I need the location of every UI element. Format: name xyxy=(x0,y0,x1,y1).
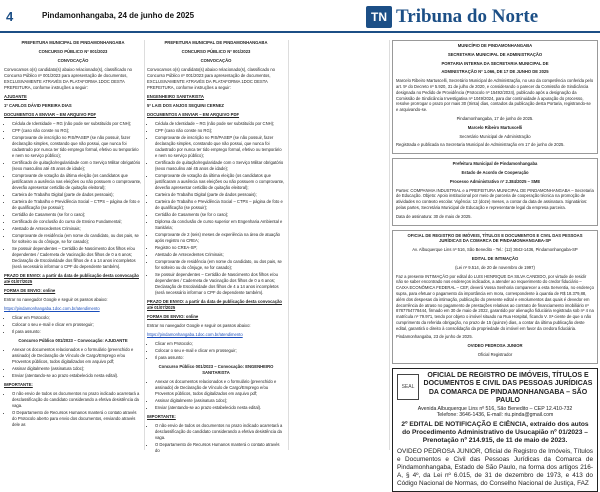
col2-important xyxy=(147,423,285,454)
list-item: • Registro no CREA-SP; xyxy=(155,245,285,251)
col1-link[interactable]: https://pindamonhangaba.1doc.com.br/atendimento xyxy=(4,306,100,311)
intim-title: OFICIAL DE REGISTRO DE IMÓVEIS, TÍTULOS E DOCUMENTOS E CIVIL DAS PESSOAS JURÍDICAS DA COMARCA DE PINDAMONHANGABA-SP xyxy=(407,232,583,244)
list-item: • Diploma da conclusão de curso superior em Engenharia Ambiental e Sanitária; xyxy=(155,219,285,231)
col2-steps2 xyxy=(147,379,285,411)
col1-form-heading: FORMA DE ENVIO: online xyxy=(4,288,56,293)
list-item: • Cédula de Identidade – RG (não pode ser substituído por CNH); xyxy=(12,121,142,127)
col1-title1: PREFEITURA MUNICIPAL DE PINDAMONHANGABA xyxy=(21,40,125,45)
col2-form-intro: Entrar no navegador Google e seguir os passos abaixo: xyxy=(147,323,251,328)
col1-important-heading: IMPORTANTE: xyxy=(4,382,33,387)
col1-important xyxy=(4,391,142,428)
list-item: • Comprovante de residência (em nome do candidato, ou dos pais, se for solteiro ou do cônjuge, se for casado); xyxy=(155,259,285,271)
col1-docs-heading: DOCUMENTOS A ENVIAR – EM ARQUIVO PDF xyxy=(4,112,97,117)
portaria-footer: Registrada e publicada na Secretaria Municipal de Administração em 17 de junho de 2025. xyxy=(396,142,565,148)
intim-sig-role: Oficial Registrador xyxy=(477,352,513,358)
notice-column-1 xyxy=(4,40,142,450)
logo-text: Tribuna do Norte xyxy=(396,6,539,27)
col1-intro: Convocamos o(s) candidato(s) abaixo relacionado(s), classificado no Concurso Público nº 001/2023 para apresentação de documentos, EXCLUSIVAMENTE ATRAVÉS DA PLATAFORMA 1DOC DESTA PREFEITURA, conforme instruções a seguir: xyxy=(4,67,133,90)
portaria-t2: SECRETARIA MUNICIPAL DE ADMINISTRAÇÃO xyxy=(447,51,543,57)
col2-docs-heading: DOCUMENTOS A ENVIAR – EM ARQUIVO PDF xyxy=(147,112,240,117)
list-item: • Carteira de Trabalho e Previdência Social – CTPS – página de foto e de qualificação (se possuir); xyxy=(12,199,142,211)
portaria-t3: PORTARIA INTERNA DA SECRETARIA MUNICIPAL DE xyxy=(441,60,549,66)
list-item: • CPF (caso não conste no RG); xyxy=(12,128,142,134)
col1-steps2 xyxy=(4,347,142,379)
list-item: • Se possuir dependentes – Certidão de Nascimento dos filhos e/ou dependentes / Caderneta de Vacinação dos filhos de 0 a 6 anos; Declaração de Escolaridade dos filhos de 4 a 14 anos incompletos (será necessário informar o CPF do dependente também). xyxy=(12,246,142,270)
portaria-body: Marcelo Ribeiro Martuscelli, Secretário Municipal de Administração, no uso da competência conferida pelo art. 5º do Decreto nº 5.920, 31 de julho de 2020, e considerando o parecer da Comissão de Sindicância designada no Pedido de Providência (Protocolo nº 15492/2024), publicado após a designação da Comissão de Sindicância Investigativa nº 1049/2024, para dar continuidade à apuração do processo, resolve prorrogar o prazo por mais 30 (trinta) dias, contados da publicação desta Portaria, registrando-se e arquivando-se. xyxy=(396,78,594,113)
list-item: • O Departamento de Recursos Humanos manterá o contato através do Protocolo aberto para envio dos documentos, enviando através dele as xyxy=(12,410,142,428)
col2-deadline: PRAZO DE ENVIO: a partir da data de publicação desta convocação até 01/07/2025 xyxy=(147,299,282,310)
intim-body: Faz a presente INTIMAÇÃO por edital do LUIS HENRIQUE DA SILVA CANDIDO, por virtude de residir não se saber encontrado nos endereços indicados, a atender ao requerimento do credor fiduciário – CAIXA ECONÔMICA FEDERAL – CEF, deverá Vossa Senhoria comparecer a esta Serventia, no endereço supra, para efetuar o pagamento da importância em mora, correspondente à quantia de R$ 18.379,88, além dos despesas da intimação, publicação do presente edital e emolumentos das quais é devedor em decorrência de atraso no pagamento de prestações relativas ao contrato de financiamento imobiliário nº 8787764778444, firmado em 30 de maio de 2022, garantido por alienação fiduciária registrada sob nº 4 na matrícula nº 79.971, tendo por objeto o imóvel situado na Rua Hospital, ficando V. Sª ciente de que o não cumprimento da referida obrigação, no prazo de 15 (quinze) dias, a contar da última publicação deste edital, garantirá o direito à consolidação da propriedade do imóvel em favor da credora fiduciária. xyxy=(396,273,594,331)
portaria-t1: MUNICÍPIO DE PINDAMONHANGABA xyxy=(457,43,533,48)
list-item: • Clicar em Protocolo; xyxy=(155,341,285,347)
column-divider xyxy=(389,40,390,450)
notary-addr1: Avenida Albuquerque Lins nº 516, São Benedito – CEP 12.410-732 xyxy=(417,405,573,412)
col1-deadline: PRAZO DE ENVIO: a partir da data de publicação desta convocação até 01/07/2025 xyxy=(4,273,139,284)
list-item: • Clicar em Protocolo; xyxy=(12,315,142,321)
notary-title: OFICIAL DE REGISTRO DE IMÓVEIS, TÍTULOS E DOCUMENTOS E CIVIL DAS PESSOAS JURÍDICAS DA COMARCA DE PINDAMONHANGABA – SÃO PAULO xyxy=(423,371,593,405)
list-item: • Assinar digitalmente (assinatura 1doc); xyxy=(155,398,285,404)
col2-intro: Convocamos o(s) candidato(s) abaixo relacionado(s), classificado no Concurso Público nº 001/2023 para apresentação de documentos, EXCLUSIVAMENTE ATRAVÉS DA PLATAFORMA 1DOC DESTA PREFEITURA, conforme instruções a seguir: xyxy=(147,67,276,90)
page-number: 4 xyxy=(6,9,14,24)
coop-t2: Estado de Acordo de Cooperação xyxy=(461,169,529,175)
col2-title1: PREFEITURA MUNICIPAL DE PINDAMONHANGABA xyxy=(164,40,268,45)
list-item: • Carteira de Trabalho Digital (parte de dados pessoais); xyxy=(155,192,285,198)
col1-title2: CONCURSO PÚBLICO Nº 001/2023 xyxy=(38,49,108,54)
list-item: • Se possuir dependentes – Certidão de Nascimento dos filhos e/ou dependentes / Caderneta de Vacinação dos filhos de 0 a 6 anos; Declaração de Escolaridade dos filhos de 4 a 14 anos incompletos (será necessário informar o CPF do dependente também). xyxy=(155,272,285,296)
portaria-sig-name: Marcelo Ribeiro Martuscelli xyxy=(467,124,523,130)
date-line: Pindamonhangaba, 24 de junho de 2025 xyxy=(42,11,195,20)
intim-sig-name: OVIDEO PEDROSA JUNIOR xyxy=(467,343,523,349)
notary-addr2: Telefone: 3646-1436, E-mail: riu.pinda@gmail.com xyxy=(436,411,554,418)
col1-candidate: 1º CARLOS DÁVID PEREIRA DIAS xyxy=(4,103,72,108)
list-item: • Il para assunto: xyxy=(12,329,142,335)
coop-t3: Processo Administrativo nº 2.384/2025 – SME xyxy=(449,178,541,184)
portaria-sig-role: Secretário Municipal de Administração xyxy=(459,133,531,139)
intim-edital: EDITAL DE INTIMAÇÃO xyxy=(471,255,519,261)
list-item: • O não envio de todos os documentos no prazo indicado acarretará a desclassificação do candidato considerando a efetiva desistência da vaga. xyxy=(12,391,142,409)
list-item: • Il para assunto: xyxy=(155,355,285,361)
col1-form-intro: Entrar no navegador Google e seguir os passos abaixo: xyxy=(4,297,108,302)
coop-date: Data de assinatura: 30 de maio de 2025. xyxy=(396,213,472,219)
col2-steps xyxy=(147,341,285,361)
list-item: • CPF (caso não conste no RG); xyxy=(155,128,285,134)
notary-protocol: 2º EDITAL DE NOTIFICAÇÃO E CIÊNCIA, extraído dos autos do Procedimento Administrativo de Usucapião nº 01/2023 – Prenotação nº 214.915, de 11 de maio de 2023. xyxy=(401,421,589,445)
col2-role: ENGENHEIRO SANITARISTA xyxy=(147,94,204,99)
list-item: • Certidão de Casamento (se for o caso); xyxy=(12,212,142,218)
intim-deadline: (Lei nº 9.514, de 20 de novembro de 1997) xyxy=(455,264,535,270)
intim-place: Pindamonhangaba, 23 de junho de 2025. xyxy=(396,334,473,340)
portaria-notice xyxy=(392,40,598,154)
notary-body: OVIDEO PEDROSA JUNIOR, Oficial de Registro de Imóveis, Títulos e Documentos e Civil das Pessoas Jurídicas da Comarca de Pindamonhangaba, Estado de São Paulo, na forma dos artigos 216-A, § 4º, da Lei nº 6.015, de 31 de dezembro de 1973, e 413 do Código Nacional de Normas, do Conselho Nacional de Justiça, FAZ xyxy=(397,448,593,488)
page-header xyxy=(0,0,600,34)
list-item: • O Departamento de Recursos Humanos manterá o contato através do xyxy=(155,442,285,454)
notary-seal-icon: SEAL xyxy=(397,374,419,400)
col1-title3: CONVOCAÇÃO xyxy=(57,58,89,63)
list-item: • Comprovante de inscrição no PIS/PASEP (se não possuir, fazer declaração simples, constando que não possui, que nunca foi cadastrado por nunca ter tido emprego formal, efetivo ou temporário e nem no serviço público); xyxy=(12,135,142,159)
coop-t1: Prefeitura Municipal de Pindamonhangaba xyxy=(452,161,538,167)
col2-docs-list xyxy=(147,121,285,296)
notice-column-2 xyxy=(147,40,285,453)
notary-edital-box xyxy=(392,368,598,492)
list-item: • Anexar os documentos relacionados e o formulário (preenchido e assinado) de Declaração de Vínculo de Cargo/Emprego e/ou Proventos públicos, todos digitalizados em arquivo pdf; xyxy=(12,347,142,365)
list-item: • Comprovante de votação da última eleição (os candidatos que justificaram a ausência nas eleições ou não possuem o comprovante, deverão apresentar certidão de quitação eleitoral); xyxy=(155,173,285,191)
col2-title2: CONCURSO PÚBLICO Nº 001/2023 xyxy=(181,49,251,54)
list-item: • Colocar o seu e-mail e clicar em prosseguir; xyxy=(155,348,285,354)
list-item: • Certificado de quitação/regularidade com o Serviço Militar obrigatório (sexo masculino até 45 anos de idade); xyxy=(12,160,142,172)
col2-form-heading: FORMA DE ENVIO: online xyxy=(147,314,199,319)
list-item: • Certificado de conclusão do curso de Ensino Fundamental; xyxy=(12,219,142,225)
cooperation-notice xyxy=(392,158,598,225)
col2-important-heading: IMPORTANTE: xyxy=(147,414,176,419)
list-item: • Comprovante de 2 (seis) meses de experiência na área de atuação após registro no CREA; xyxy=(155,232,285,244)
portaria-t4: ADMINISTRAÇÃO Nº 1.066, DE 17 DE JUNHO DE 2025 xyxy=(441,69,549,75)
list-item: • Enviar (atentando-se ao prazo estabelecido nesta edital). xyxy=(12,373,142,379)
logo-mark-icon: TN xyxy=(366,6,392,28)
list-item: • Carteira de Trabalho e Previdência Social – CTPS – página de foto e de qualificação (se possuir); xyxy=(155,199,285,211)
list-item: • Carteira de Trabalho Digital (parte de dados pessoais); xyxy=(12,192,142,198)
list-item: • O não envio de todos os documentos no prazo indicado acarretará a desclassificação do candidato considerando a efetiva desistência da vaga. xyxy=(155,423,285,441)
list-item: • Atestado de Antecedentes Criminais; xyxy=(12,226,142,232)
list-item: • Cédula de Identidade – RG (não pode ser substituído por CNH); xyxy=(155,121,285,127)
intimacao-notice xyxy=(392,230,598,364)
notice-column-right xyxy=(392,40,598,488)
col1-steps xyxy=(4,315,142,335)
col1-docs-list xyxy=(4,121,142,270)
intim-addr: Av. Albuquerque Lins nº 516, São Benedito - Tel.: (12) 3642-1436, Pindamonhangaba-SP xyxy=(412,247,578,253)
list-item: • Enviar (atentando-se ao prazo estabelecido nesta edital). xyxy=(155,405,285,411)
list-item: • Colocar o seu e-mail e clicar em prosseguir; xyxy=(12,322,142,328)
col2-title3: CONVOCAÇÃO xyxy=(200,58,232,63)
col1-role: AJUDANTE xyxy=(4,94,27,99)
coop-body: Partes: COMPANHIA INDUSTRIAL e a PREFEITURA MUNICIPAL DE PINDAMONHANGABA – Secretaria de Educação. Objeto: Apoio institucional por meio de parceria de cooperação técnica na promoção de atividades no contexto escolar. Vigência: 12 (doze) meses, a contar da data de assinatura. Signatários: pelas partes, Secretária Municipal de Educação e representante legal da empresa parceira. xyxy=(396,187,594,210)
col2-subject: Concurso Público 001/2023 – Convocação: ENGENHEIRO SANITARISTA xyxy=(158,364,274,375)
column-divider xyxy=(288,40,289,450)
list-item: • Comprovante de votação da última eleição (os candidatos que justificaram a ausência nas eleições ou não possuem o comprovante, deverão apresentar certidão de quitação eleitoral); xyxy=(12,173,142,191)
col1-subject: Concurso Público 001/2023 – Convocação: AJUDANTE xyxy=(18,338,128,343)
col2-candidate: 5º LAIS DOS ANJOS SEQUINI CERNEZ xyxy=(147,103,224,108)
portaria-place: Pindamonhangaba, 17 de junho de 2025. xyxy=(456,115,534,121)
tribuna-logo xyxy=(366,6,596,28)
list-item: • Atestado de Antecedentes Criminais; xyxy=(155,252,285,258)
list-item: • Comprovante de inscrição no PIS/PASEP (se não possuir, fazer declaração simples, constando que não possui, que nunca foi cadastrado por nunca ter tido emprego formal, efetivo ou temporário e nem no serviço público); xyxy=(155,135,285,159)
list-item: • Certidão de Casamento (se for o caso); xyxy=(155,212,285,218)
list-item: • Assinar digitalmente (assinatura 1doc); xyxy=(12,366,142,372)
list-item: • Certificado de quitação/regularidade com o Serviço Militar obrigatório (sexo masculino até 45 anos de idade); xyxy=(155,160,285,172)
list-item: • Anexar os documentos relacionados e o formulário (preenchido e assinado) de Declaração de Vínculo de Cargo/Emprego e/ou Proventos públicos, todos digitalizados em arquivo pdf; xyxy=(155,379,285,397)
header-rule xyxy=(0,31,600,33)
col2-link[interactable]: https://pindamonhangaba.1doc.com.br/atendimento xyxy=(147,332,243,337)
list-item: • Comprovante de residência (em nome do candidato, ou dos pais, se for solteiro ou do cônjuge, se for casado); xyxy=(12,233,142,245)
